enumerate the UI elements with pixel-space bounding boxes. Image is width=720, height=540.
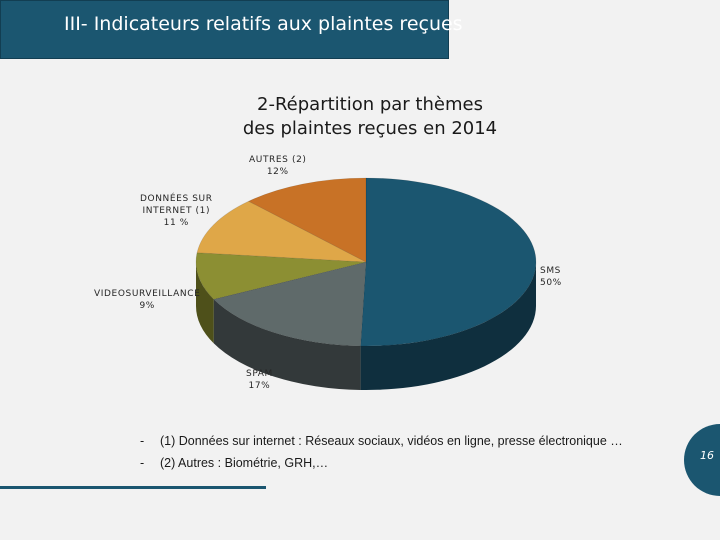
page-number: 16 [700,449,714,462]
slice-value-videosurveillance: 9% [139,301,155,311]
chart-title-line2: des plaintes reçues en 2014 [242,118,498,139]
slice-name-spam: SPAM [246,369,273,379]
note-1-text: (1) Données sur internet : Réseaux sociaux, vidéos en ligne, presse électronique … [160,434,623,448]
note-1-dash: - [140,434,145,448]
slice-label-videosurveillance [94,288,200,312]
slice-name-sms: SMS [540,266,561,276]
note-2-dash: - [140,456,145,470]
slice-name-videosurveillance: VIDEOSURVEILLANCE [94,289,201,299]
note-2-text: (2) Autres : Biométrie, GRH,… [160,456,329,470]
slice-value-donnees-internet: 11 % [163,218,189,228]
footer-line [0,486,266,489]
slice-label-autres [249,154,307,178]
slice-label-donnees-internet [140,193,213,229]
slice-value-autres: 12% [266,167,289,177]
slice-name-donnees-internet-2: INTERNET (1) [142,206,211,216]
slice-name-donnees-internet-1: DONNÉES SUR [140,194,213,204]
page-title: III- Indicateurs relatifs aux plaintes reçues [64,13,463,35]
slice-label-sms [540,265,562,289]
slice-label-spam [246,368,273,392]
slice-value-spam: 17% [248,381,271,391]
slice-value-sms: 50% [540,278,562,288]
chart-title-line1: 2-Répartition par thèmes [257,94,483,115]
slice-name-autres: AUTRES (2) [249,155,307,165]
